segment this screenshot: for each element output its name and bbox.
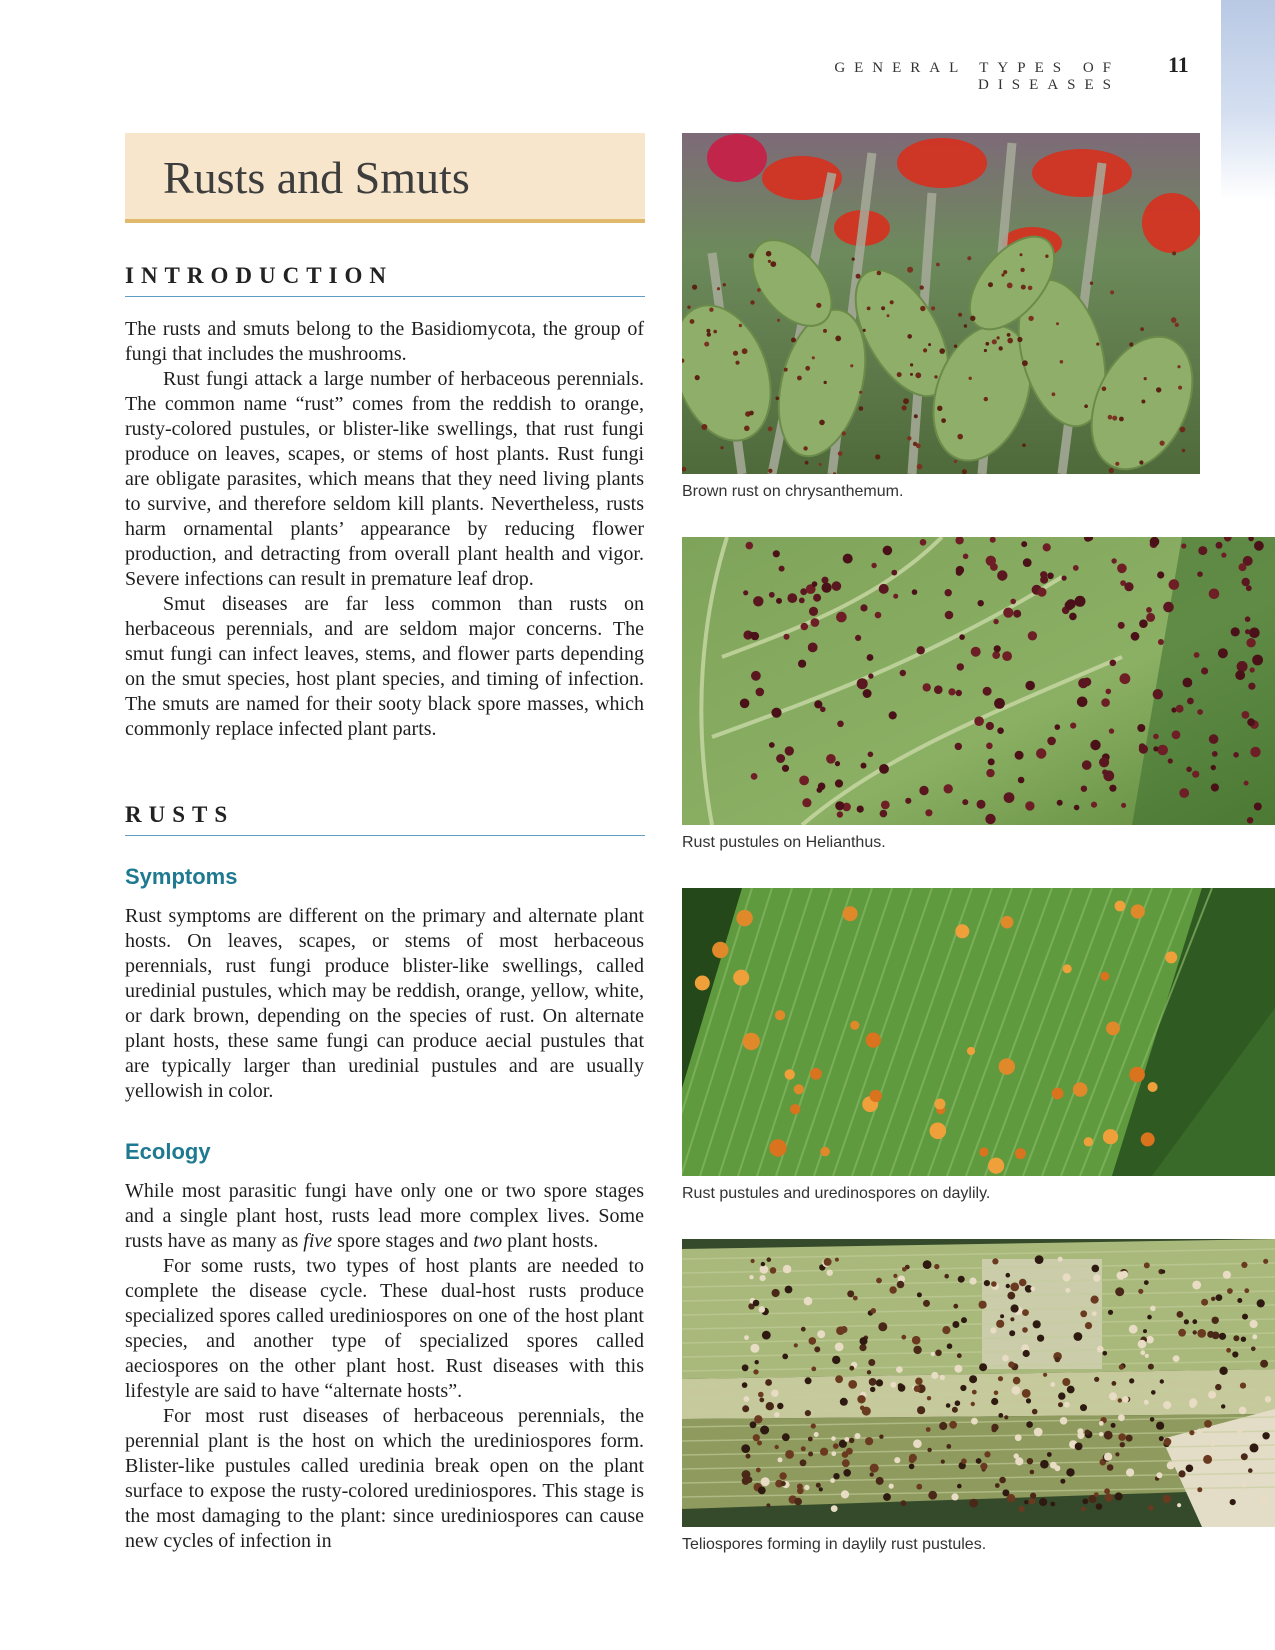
chapter-title: Rusts and Smuts [163, 152, 470, 203]
photo-caption-2: Rust pustules on Helianthus. [682, 834, 886, 851]
ecology-paragraph-1: While most parasitic fungi have only one or two spore stages and a single plant host, rusts lead more complex lives. Some rusts have as many as five spore stages and two plant hosts. [125, 1180, 644, 1252]
page-number: 11 [1168, 52, 1189, 77]
intro-paragraph-2: Rust fungi attack a large number of herbaceous perennials. The common name “rust” comes from the reddish to orange, rusty-colored pustules, or blister-like swellings, that rust fungi produce on leaves, scapes, or stems of host plants. Rust fungi are obligate parasites, which means that they need living plants to survive, and therefore seldom kill plants. Nevertheless, rusts harm ornamental plants’ appearance by reducing flower production, and detracting from overall plant health and vigor. Severe infections can result in premature leaf drop. [125, 368, 644, 590]
photo-helianthus-rust-pustules [682, 537, 1275, 825]
symptoms-text [125, 904, 644, 1104]
subheading-symptoms: Symptoms [125, 864, 238, 889]
introduction-text [125, 317, 644, 742]
section-heading-rusts: RUSTS [125, 802, 645, 836]
subheading-ecology: Ecology [125, 1139, 211, 1164]
chapter-title-box [125, 133, 645, 223]
ecology-paragraph-2: For some rusts, two types of host plants are needed to complete the disease cycle. These dual-host rusts produce specialized spores called urediniospores on one of the host plant species, and another type of specialized spores called aeciospores on the other plant host. Rust diseases with this lifestyle are said to have “alternate hosts”. [125, 1255, 644, 1402]
photo-daylily-rust-pustules [682, 888, 1275, 1176]
photo-caption-4: Teliospores forming in daylily rust pustules. [682, 1536, 987, 1553]
section-heading-introduction: INTRODUCTION [125, 263, 645, 297]
running-head: GENERAL TYPES OF DISEASES [834, 60, 1120, 93]
photo-daylily-teliospores [682, 1239, 1275, 1527]
symptoms-paragraph-1: Rust symptoms are different on the primary and alternate plant hosts. On leaves, scapes, or stems of most herbaceous perennials, rust fungi produce blister-like swellings, called uredinial pustules, which may be reddish, orange, yellow, white, or dark brown, depending on the species of rust. On alternate plant hosts, these same fungi can produce aecial pustules that are typically larger than uredinial pustules and are usually yellowish in color. [125, 905, 644, 1102]
photo-caption-3: Rust pustules and uredinospores on daylily. [682, 1185, 991, 1202]
intro-paragraph-3: Smut diseases are far less common than rusts on herbaceous perennials, and are seldom major concerns. The smut fungi can infect leaves, stems, and flower parts depending on the smut species, host plant species, and timing of infection. The smuts are named for their sooty black spore masses, which commonly replace infected plant parts. [125, 593, 644, 740]
photo-caption-1: Brown rust on chrysanthemum. [682, 483, 904, 500]
ecology-paragraph-3: For most rust diseases of herbaceous perennials, the perennial plant is the host on which the urediniospores form. Blister-like pustules called uredinia break open on the plant surface to expose the rusty-colored urediniospores. This stage is the most damaging to the plant: since urediniospores can cause new cycles of infection in [125, 1405, 644, 1552]
ecology-text [125, 1179, 644, 1554]
intro-paragraph-1: The rusts and smuts belong to the Basidiomycota, the group of fungi that includes the mushrooms. [125, 318, 644, 365]
photo-chrysanthemum-brown-rust [682, 133, 1200, 474]
page-corner-tab [1221, 0, 1275, 200]
